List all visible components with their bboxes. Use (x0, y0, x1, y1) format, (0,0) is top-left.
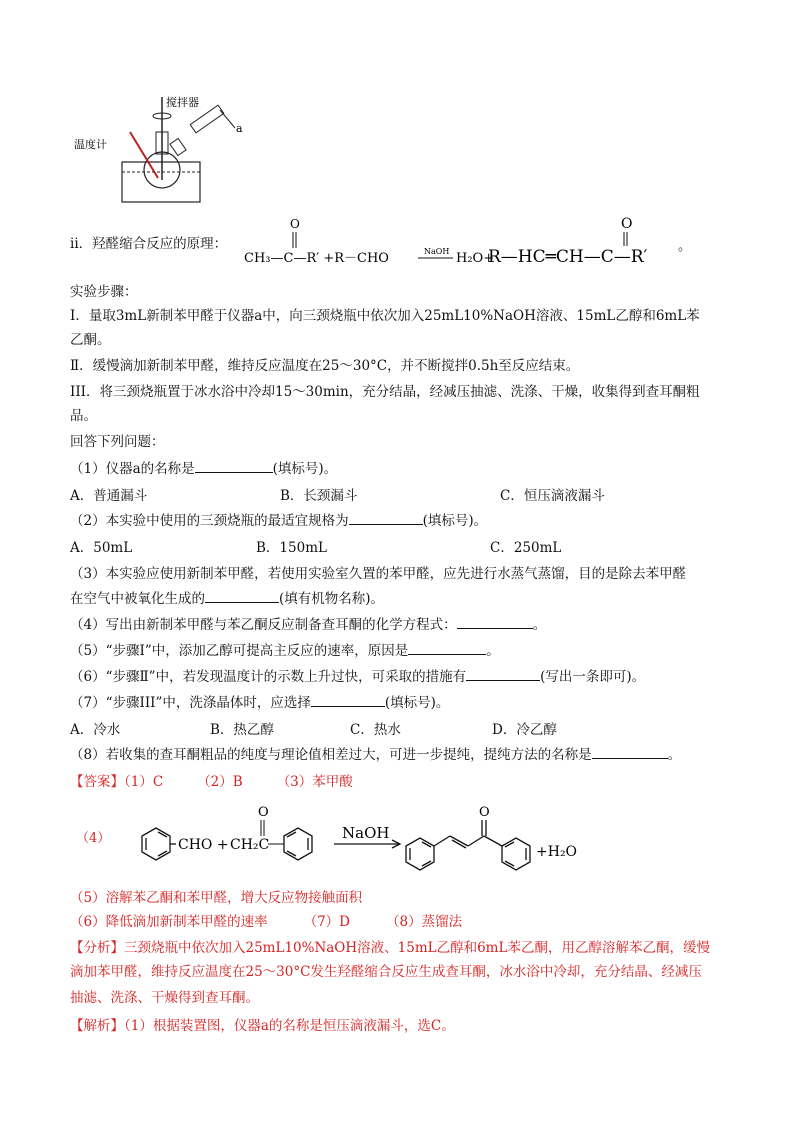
funnel-label: a (236, 122, 243, 135)
reaction-principle-equation (238, 214, 708, 270)
answer-5: （5）溶解苯乙酮和苯甲醛，增大反应物接触面积 (70, 890, 363, 906)
answer-line: 【答案】（1）C （2）B （3）苯甲酸 (70, 774, 353, 790)
principle-label: ii．羟醛缩合反应的原理： (70, 236, 228, 252)
q1-option-c: C．恒压滴液漏斗 (500, 488, 605, 504)
analysis-line-2: 滴加苯甲醛，维持反应温度在25～30°C发生羟醛缩合反应生成查耳酮，冰水浴中冷却，充分结晶、经减压 (70, 964, 702, 980)
answer-blank[interactable] (592, 744, 668, 759)
q7-option-b: B．热乙醇 (210, 722, 274, 738)
dropping-funnel (190, 105, 224, 133)
question-4: （4）写出由新制苯甲醛与苯乙酮反应制备查耳酮的化学方程式： 。 (70, 614, 730, 635)
acetyl-group: CH₂C (230, 837, 270, 853)
benzene-ring (142, 828, 176, 860)
thermometer-label: 温度计 (74, 138, 107, 151)
answer-blank[interactable] (195, 458, 273, 473)
step-1-cont: 乙酮。 (70, 332, 111, 348)
apparatus-diagram (70, 92, 270, 212)
eq-reactants: CH₃—C—R′ +R－CHO (244, 251, 389, 266)
step-3: III．将三颈烧瓶置于冰水浴中冷却15～30min，充分结晶，经减压抽滤、洗涤、干燥，收集得到查耳酮粗 (70, 384, 700, 400)
benzene-ring (284, 828, 312, 860)
answer-4-equation (70, 796, 630, 884)
analysis-line-1: 【分析】三颈烧瓶中依次加入25mL10%NaOH溶液、15mL乙醇和6mL苯乙酮，用乙醇溶解苯乙酮，缓慢 (70, 940, 710, 956)
question-7: （7）“步骤III”中，洗涤晶体时，应选择 (填标号)。 (70, 692, 730, 713)
analysis-line-3: 抽滤、洗涤、干燥得到查耳酮。 (70, 990, 259, 1006)
answer-blank[interactable] (349, 510, 423, 525)
eq-water: H₂O+ (456, 251, 495, 266)
question-3: （3）本实验应使用新制苯甲醛，若使用实验室久置的苯甲醛，应先进行水蒸气蒸馏，目的是除去苯甲醛 (70, 566, 687, 582)
svg-text:O: O (258, 805, 269, 820)
eq-condition: NaOH (424, 247, 450, 256)
q1-option-b: B．长颈漏斗 (280, 488, 358, 504)
q2-option-a: A．50mL (70, 540, 133, 556)
aldehyde-group: CHO + (178, 837, 229, 853)
question-8: （8）若收集的查耳酮粗品的纯度与理论值相差过大，可进一步提纯，提纯方法的名称是 。 (70, 744, 730, 765)
answer-tag: 【答案】 (70, 774, 124, 790)
svg-text:O: O (621, 216, 633, 232)
q2-option-c: C．250mL (490, 540, 562, 556)
svg-text:O: O (290, 217, 300, 231)
explanation-tag: 【解析】 (70, 1018, 124, 1034)
answer-blank[interactable] (311, 692, 385, 707)
q1-option-a: A．普通漏斗 (70, 488, 148, 504)
water-product: +H₂O (536, 844, 578, 860)
answer-blank[interactable] (408, 640, 486, 655)
chalcone-structure (406, 820, 530, 870)
q2-option-b: B．150mL (256, 540, 327, 556)
answer-6-8: （6）降低滴加新制苯甲醛的速率 （7）D （8）蒸馏法 (70, 914, 463, 930)
answer-blank[interactable] (457, 614, 533, 629)
question-5: （5）“步骤Ⅰ”中，添加乙醇可提高主反应的速率，原因是 。 (70, 640, 730, 661)
q7-option-a: A．冷水 (70, 722, 121, 738)
step-2: Ⅱ．缓慢滴加新制苯甲醛，维持反应温度在25～30°C，并不断搅拌0.5h至反应结束。 (70, 358, 580, 374)
question-1: （1）仪器a的名称是 (填标号)。 (70, 458, 730, 479)
steps-title: 实验步骤： (70, 284, 138, 300)
step-1: Ⅰ．量取3mL新制苯甲醛于仪器a中，向三颈烧瓶中依次加入25mL10%NaOH溶液、15mL乙醇和6mL苯 (70, 308, 700, 324)
questions-intro: 回答下列问题： (70, 434, 165, 450)
svg-text:（4）: （4） (76, 831, 111, 846)
question-6: （6）“步骤Ⅱ”中，若发现温度计的示数上升过快，可采取的措施有 (写出一条即可)。 (70, 666, 730, 687)
question-2: （2）本实验中使用的三颈烧瓶的最适宜规格为 (填标号)。 (70, 510, 730, 531)
stirrer-label: 搅拌器 (166, 96, 199, 109)
analysis-tag: 【分析】 (70, 940, 124, 956)
question-3-cont: 在空气中被氧化生成的 (填有机物名称)。 (70, 588, 730, 609)
explanation-line: 【解析】（1）根据装置图，仪器a的名称是恒压滴液漏斗，选C。 (70, 1018, 455, 1034)
q7-option-d: D．冷乙醇 (492, 722, 557, 738)
svg-text:。: 。 (678, 239, 692, 254)
answer-blank[interactable] (466, 666, 540, 681)
arrow-condition: NaOH (342, 824, 390, 842)
answer-blank[interactable] (205, 588, 279, 603)
water-bath (122, 162, 200, 202)
svg-text:O: O (479, 805, 490, 820)
step-3-cont: 品。 (70, 408, 97, 424)
eq-product: R—HC═CH—C—R′ (488, 247, 648, 267)
q7-option-c: C．热水 (350, 722, 401, 738)
